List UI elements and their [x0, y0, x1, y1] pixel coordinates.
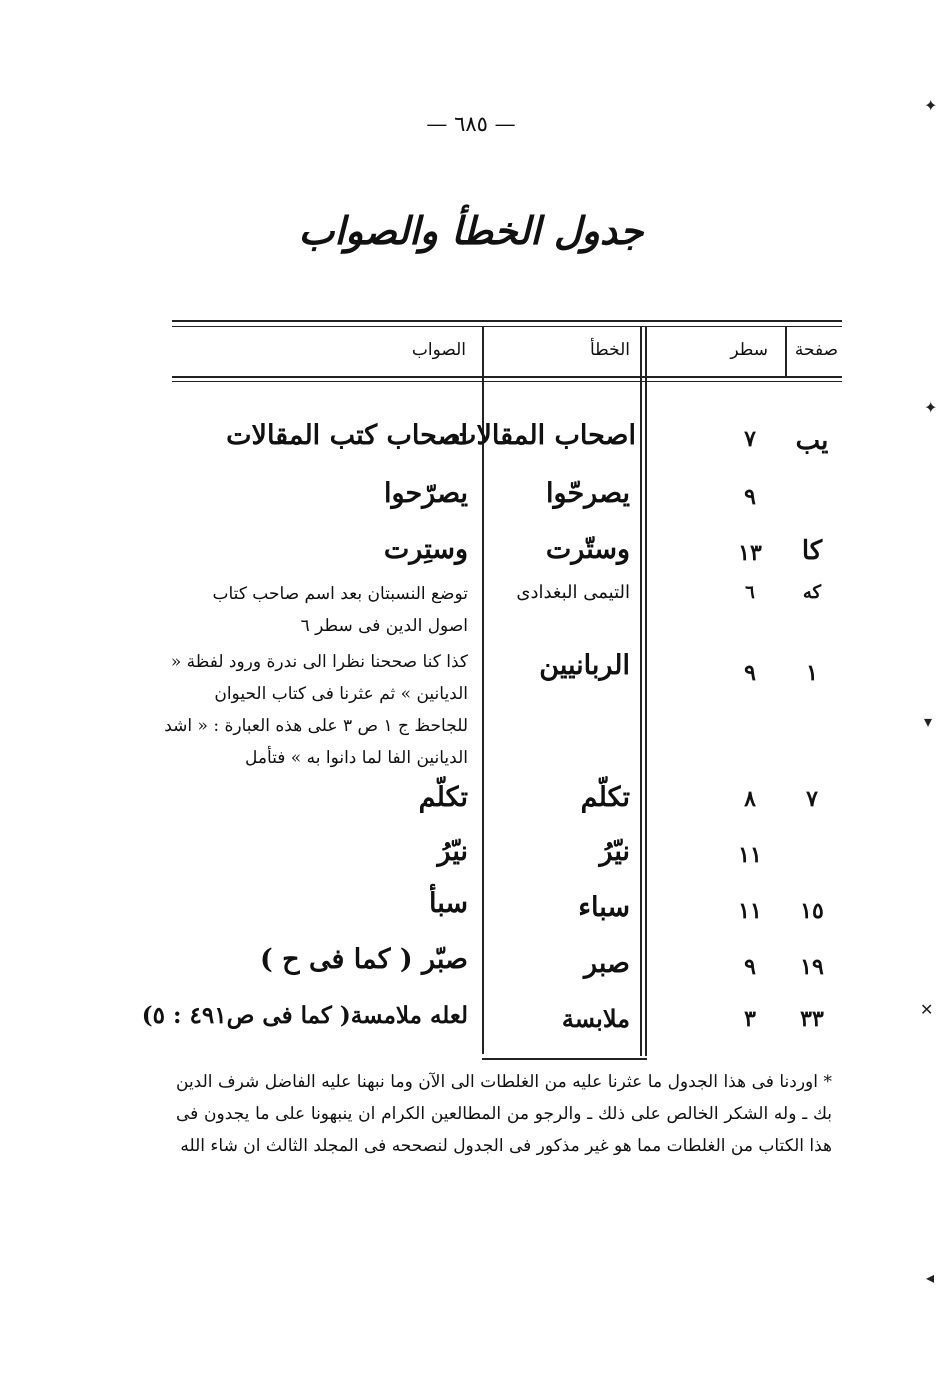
row-correct: وستِرت — [383, 534, 468, 565]
row-wrong: يصرحّوا — [546, 478, 630, 509]
column-divider-page — [785, 326, 787, 376]
header-line: سطر — [730, 340, 768, 360]
margin-mark: ◂ — [926, 1268, 935, 1287]
column-divider-line — [645, 326, 647, 1056]
row-line: ١١ — [738, 898, 762, 924]
table-bottom-rule — [482, 1058, 647, 1060]
row-page: يب — [795, 426, 829, 456]
footnote: * اوردنا فى هذا الجدول ما عثرنا عليه من الغلطات الى الآن وما نبهنا عليه الفاضل شرف الدين بك ـ وله الشكر الخالص على ذلك ـ والرجو من المطالعين الكرام ان ينبهونا على ما يجدون فى هذا الكتاب من الغلطات مما هو غير مذكور فى الجدول لنصححه فى المجلد الثالث ان شاء الله — [176, 1072, 832, 1156]
row-wrong: سباء — [578, 892, 630, 923]
row-wrong: نيّرُ — [599, 836, 630, 867]
table-top-rule-2 — [172, 326, 842, 327]
row-wrong: ملابسة — [561, 1004, 630, 1033]
row-correct: اصحاب كتب المقالات — [226, 420, 468, 451]
row-line: ٩ — [744, 484, 756, 510]
row-line: ٣ — [744, 1006, 756, 1032]
row-correct: لعله ملامسة( كما فى ص٤٩١ : ٥) — [141, 1002, 468, 1029]
row-correct: تكلّم — [418, 782, 468, 813]
row-page: ٣٣ — [800, 1006, 824, 1032]
table-header-rule-2 — [172, 381, 842, 382]
row-page: ١٥ — [800, 898, 824, 924]
row-correct: سبأ — [429, 888, 468, 919]
page-title: جدول الخطأ والصواب — [298, 208, 644, 253]
page-number: — ٦٨٥ — — [426, 112, 516, 136]
header-wrong: الخطأ — [589, 340, 630, 360]
row-correct: كذا كنا صححنا نظرا الى ندرة ورود لفظة « الديانين » ثم عثرنا فى كتاب الحيوان للجاحظ ج ١ ص ٣ على هذه العبارة : « اشد الديانين الفا لما دانوا به » فتأمل — [164, 652, 468, 768]
column-divider-line-2 — [640, 326, 642, 1056]
row-line: ٨ — [744, 786, 756, 812]
margin-mark: ✕ — [920, 1000, 934, 1019]
row-page: ١ — [806, 660, 818, 686]
row-correct: توضع النسبتان بعد اسم صاحب كتاب اصول الدين فى سطر ٦ — [212, 584, 468, 636]
row-line: ٩ — [744, 660, 756, 686]
row-page: ١٩ — [800, 954, 824, 980]
row-wrong: الربانيين — [539, 650, 630, 681]
row-line: ٩ — [744, 954, 756, 980]
row-line: ٦ — [745, 582, 755, 603]
row-correct: يصرّحوا — [384, 478, 468, 509]
row-correct: نيّرُ — [437, 836, 468, 867]
row-wrong: صبر — [584, 948, 630, 979]
margin-mark: ▾ — [924, 712, 933, 731]
header-correct: الصواب — [411, 340, 466, 360]
table-header-rule — [172, 376, 842, 378]
row-wrong: وستّرت — [545, 534, 630, 565]
margin-mark: ✦ — [924, 96, 938, 115]
row-line: ١٣ — [738, 540, 762, 566]
row-page: كا — [801, 536, 823, 566]
margin-mark: ✦ — [924, 398, 938, 417]
row-line: ٧ — [744, 426, 756, 452]
row-page: ٧ — [806, 786, 818, 812]
row-wrong: التيمى البغدادى — [516, 582, 630, 603]
row-page: كه — [802, 582, 822, 603]
row-wrong: تكلّم — [580, 782, 630, 813]
row-wrong: اصحاب المقالات — [451, 420, 636, 451]
table-top-rule — [172, 320, 842, 322]
header-page: صفحة — [794, 340, 838, 360]
row-line: ١١ — [738, 842, 762, 868]
row-correct: صبّر ( كما فى ح ) — [259, 944, 468, 975]
